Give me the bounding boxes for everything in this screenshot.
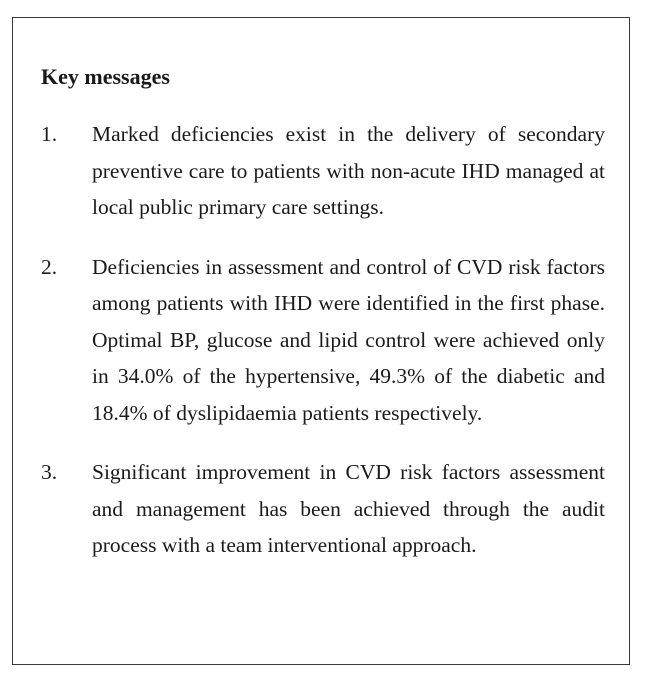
key-messages-heading: Key messages — [41, 64, 170, 89]
item-number: 1. — [41, 122, 58, 146]
item-text: Deficiencies in assessment and control of CVD risk factors among patients with IHD were identified in the first phase. Optimal BP, glucose and lipid control were achieved only in 34.0% of the hypertensive, 49.3% of the diabetic and 18.4% of dyslipidaemia patients respectively. — [92, 254, 605, 425]
key-messages-list — [41, 116, 605, 587]
key-messages-box — [12, 17, 630, 665]
item-number: 2. — [41, 254, 58, 279]
list-item — [41, 116, 605, 226]
item-text: Marked deficiencies exist in the delivery of secondary preventive care to patients with non-acute IHD managed at local public primary care settings. — [92, 122, 605, 219]
list-item — [41, 454, 605, 564]
item-text: Significant improvement in CVD risk factors assessment and management has been achieved through the audit process with a team interventional approach. — [92, 460, 605, 557]
list-item — [41, 249, 605, 432]
item-number: 3. — [41, 460, 58, 484]
